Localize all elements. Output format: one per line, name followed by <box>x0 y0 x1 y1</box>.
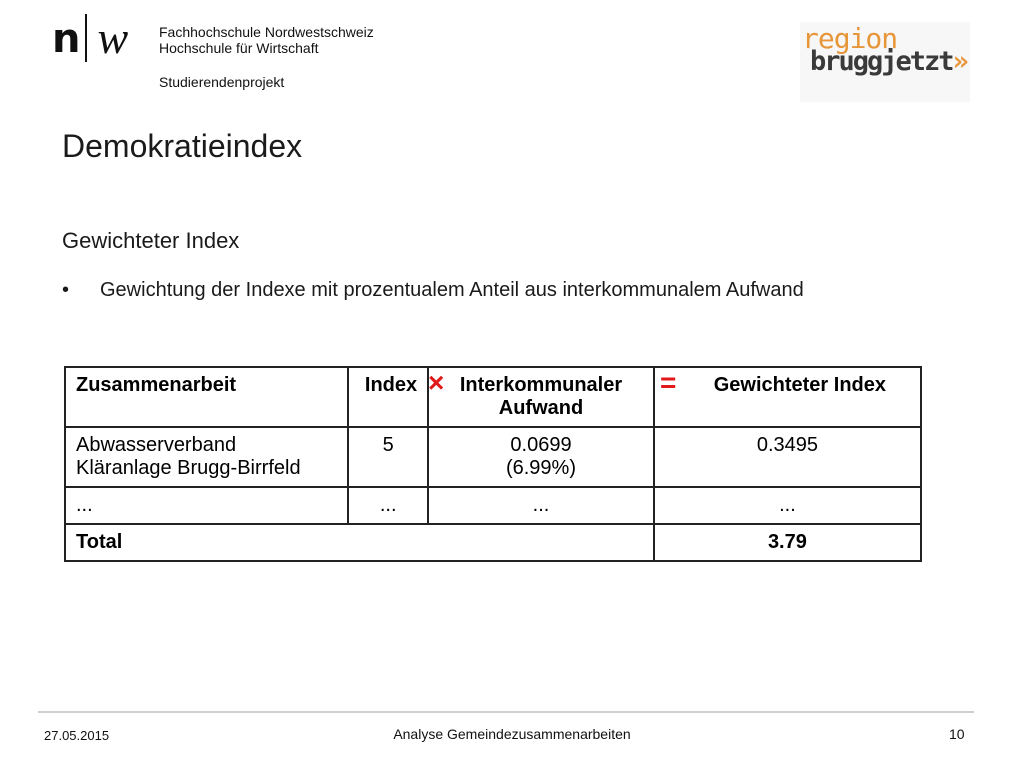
header-aufwand-line-2: Aufwand <box>498 397 584 419</box>
slide-subtitle: Gewichteter Index <box>62 228 240 253</box>
cell-aufwand: ... <box>428 487 654 524</box>
table-header-row <box>65 367 921 427</box>
bullet-text: Gewichtung der Indexe mit prozentualem Anteil aus interkommunalem Aufwand <box>100 279 804 301</box>
cell-name-line-2: Kläranlage Brugg-Birrfeld <box>76 457 301 479</box>
header-gewichteter-index: Gewichteter Index <box>654 367 921 427</box>
cell-aufwand-line-1: 0.0699 <box>510 434 572 456</box>
table-row <box>65 427 921 487</box>
region-logo-arrows: » <box>952 46 967 77</box>
header-zusammenarbeit: Zusammenarbeit <box>65 367 348 427</box>
footer-divider <box>38 711 974 713</box>
cell-aufwand-line-2: (6.99%) <box>505 457 576 479</box>
footer-date: 27.05.2015 <box>44 728 110 743</box>
region-bruggjetzt-logo <box>800 22 970 102</box>
fhnw-logo-w: w <box>97 12 128 63</box>
slide-title: Demokratieindex <box>62 128 303 164</box>
multiply-operator-icon: × <box>428 367 445 398</box>
header-aufwand <box>428 367 654 427</box>
bullet-item <box>62 279 804 302</box>
school-line-1: Fachhochschule Nordwestschweiz <box>159 24 374 40</box>
project-label: Studierendenprojekt <box>159 74 285 90</box>
school-name <box>159 24 374 56</box>
table-total-row <box>65 524 921 561</box>
total-label: Total <box>65 524 654 561</box>
cell-zusammenarbeit: ... <box>65 487 348 524</box>
cell-weighted: 0.3495 <box>654 427 921 487</box>
region-logo-top: region <box>802 22 898 55</box>
cell-name-line-1: Abwasserverband <box>76 434 237 456</box>
cell-weighted: ... <box>654 487 921 524</box>
school-line-2: Hochschule für Wirtschaft <box>159 40 319 56</box>
page-number: 10 <box>949 726 965 742</box>
bullet-dot-icon: • <box>62 279 70 301</box>
cell-index: 5 <box>348 427 428 487</box>
table-row <box>65 487 921 524</box>
equals-operator-icon: = <box>660 367 677 398</box>
total-value: 3.79 <box>654 524 921 561</box>
weighted-index-table <box>64 366 922 562</box>
header-aufwand-line-1: Interkommunaler <box>459 374 623 396</box>
cell-aufwand <box>428 427 654 487</box>
fhnw-logo-mark: n <box>52 16 80 62</box>
region-logo-bottom-text: bruggjetzt <box>810 46 953 77</box>
region-logo-bottom <box>810 46 967 77</box>
fhnw-logo-divider <box>85 14 87 62</box>
cell-zusammenarbeit <box>65 427 348 487</box>
cell-index: ... <box>348 487 428 524</box>
header-index: Index <box>348 367 428 427</box>
fhnw-logo <box>52 10 127 66</box>
footer-title: Analyse Gemeindezusammenarbeiten <box>393 726 631 742</box>
